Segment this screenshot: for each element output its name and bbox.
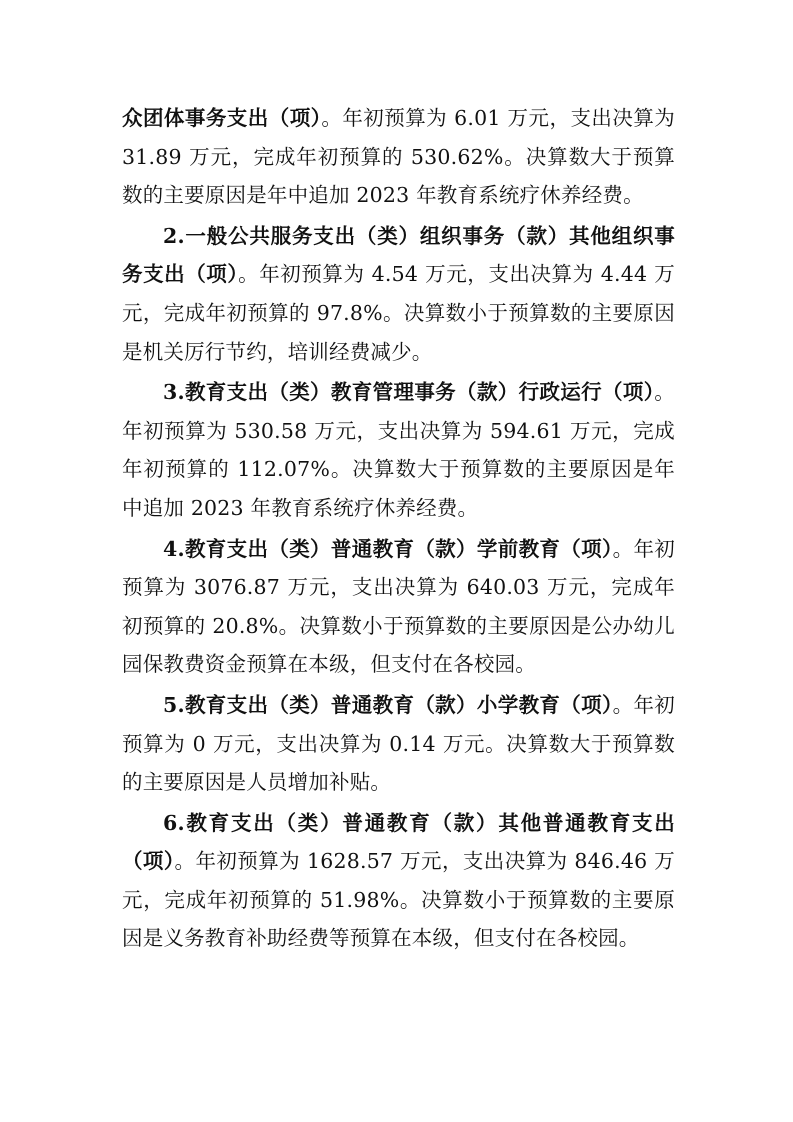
- paragraph-3: [122, 373, 675, 527]
- paragraph-heading: 6.教育支出（类）普通教育（款）其他普通教育支出（项）: [122, 810, 675, 874]
- paragraph-text: 。年初预算为 530.58 万元，支出决算为 594.61 万元，完成年初预算的 112.07%。决算数大于预算数的主要原因是年中追加 2023 年教育系统疗休养经费。: [122, 380, 675, 520]
- paragraph-heading: 4.教育支出（类）普通教育（款）学前教育（项）: [163, 536, 613, 561]
- paragraph-2: [122, 217, 675, 371]
- paragraph-1: [122, 99, 675, 215]
- paragraph-heading: 3.教育支出（类）教育管理事务（款）行政运行（项）: [163, 380, 655, 405]
- paragraph-heading: 5.教育支出（类）普通教育（款）小学教育（项）: [163, 692, 613, 717]
- paragraph-6: [122, 804, 675, 958]
- paragraph-5: [122, 686, 675, 802]
- paragraph-text: 。年初预算为 6.01 万元，支出决算为 31.89 万元，完成年初预算的 530.62%。决算数大于预算数的主要原因是年中追加 2023 年教育系统疗休养经费。: [122, 106, 675, 208]
- paragraph-text: 。年初预算为 4.54 万元，支出决算为 4.44 万元，完成年初预算的 97.8%。决算数小于预算数的主要原因是机关厉行节约，培训经费减少。: [122, 262, 675, 364]
- paragraph-text: 。年初预算为 1628.57 万元，支出决算为 846.46 万元，完成年初预算的 51.98%。决算数小于预算数的主要原因是义务教育补助经费等预算在本级，但支付在各校园。: [122, 849, 676, 951]
- document-body: [122, 99, 675, 958]
- paragraph-heading: 2.一般公共服务支出（类）组织事务（款）其他组织事务支出（项）: [122, 223, 675, 287]
- paragraph-text: 。年初预算为 3076.87 万元，支出决算为 640.03 万元，完成年初预算的 20.8%。决算数小于预算数的主要原因是公办幼儿园保教费资金预算在本级，但支付在各校园。: [122, 536, 675, 677]
- paragraph-4: [122, 530, 675, 684]
- paragraph-text: 。年初预算为 0 万元，支出决算为 0.14 万元。决算数大于预算数的主要原因是人员增加补贴。: [122, 692, 675, 795]
- paragraph-heading: 众团体事务支出（项）: [122, 106, 322, 130]
